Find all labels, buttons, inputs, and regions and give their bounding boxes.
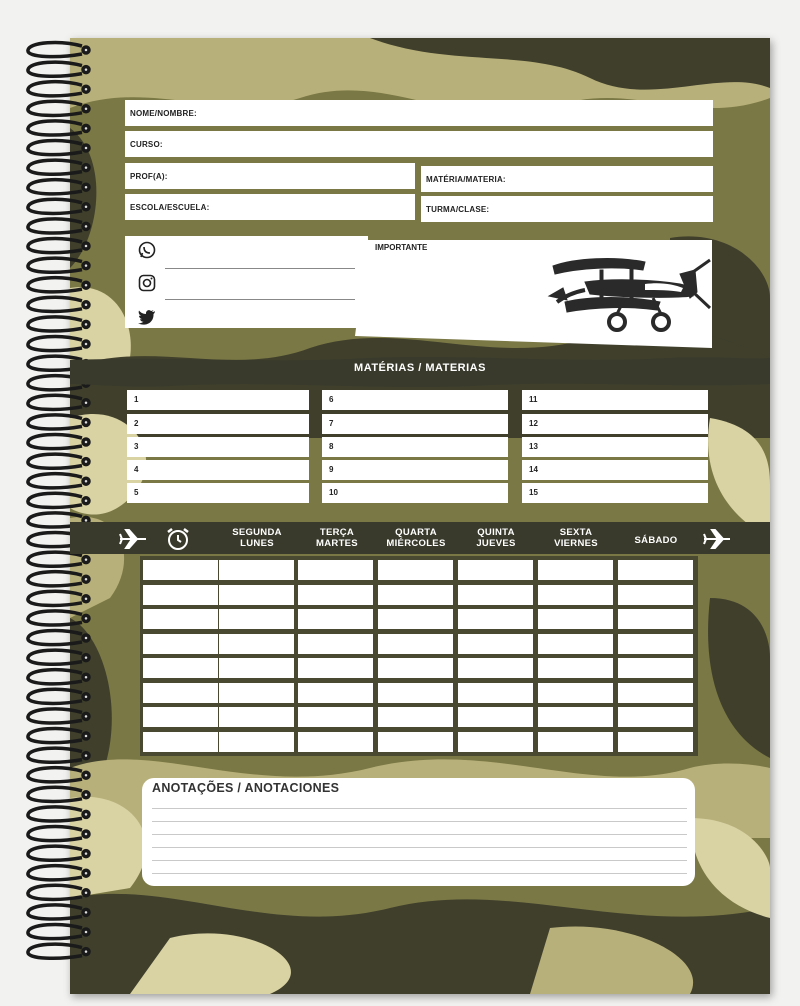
spiral-coil	[28, 454, 82, 468]
day-name-es: VIERNES	[554, 538, 598, 549]
subject-number: 10	[329, 488, 338, 497]
day-header	[217, 527, 297, 549]
alarm-clock-icon	[165, 526, 191, 552]
biplane-icon	[545, 252, 715, 350]
time-cell[interactable]	[143, 560, 218, 580]
schedule-cell[interactable]	[618, 634, 693, 654]
subject-row[interactable]	[322, 390, 508, 410]
day-name-pt: QUARTA	[395, 527, 437, 538]
subject-number: 14	[529, 465, 538, 474]
schedule-cell[interactable]	[618, 683, 693, 703]
spiral-coil	[28, 768, 82, 782]
spiral-binding	[20, 40, 100, 980]
notes-line	[152, 873, 687, 874]
binding-hole	[83, 929, 89, 935]
subject-field[interactable]	[421, 166, 713, 192]
schedule-cell[interactable]	[378, 732, 453, 752]
subject-row[interactable]	[522, 414, 708, 434]
spiral-coil	[28, 905, 82, 919]
spiral-coil	[28, 925, 82, 939]
schedule-cell[interactable]	[378, 683, 453, 703]
whatsapp-icon	[137, 240, 157, 260]
binding-hole	[83, 733, 89, 739]
binding-hole	[83, 67, 89, 73]
schedule-cell[interactable]	[538, 732, 613, 752]
binding-hole	[83, 321, 89, 327]
day-name-es: MARTES	[316, 538, 358, 549]
schedule-cell[interactable]	[538, 658, 613, 678]
school-label: ESCOLA/ESCUELA:	[130, 203, 210, 212]
spiral-coil	[28, 631, 82, 645]
spiral-coil	[28, 337, 82, 351]
schedule-cell[interactable]	[298, 585, 373, 605]
subject-number: 1	[134, 395, 139, 404]
binding-hole	[83, 596, 89, 602]
contact-line	[165, 299, 355, 300]
spiral-coil	[28, 219, 82, 233]
schedule-cell[interactable]	[298, 732, 373, 752]
binding-hole	[83, 949, 89, 955]
time-cell[interactable]	[143, 683, 218, 703]
spiral-coil	[28, 317, 82, 331]
instagram-icon	[137, 273, 157, 293]
day-name-pt: SEGUNDA	[232, 527, 282, 538]
spiral-coil	[28, 474, 82, 488]
spiral-coil	[28, 297, 82, 311]
day-header	[297, 527, 377, 549]
binding-hole	[83, 772, 89, 778]
spiral-coil	[28, 62, 82, 76]
schedule-cell[interactable]	[538, 585, 613, 605]
day-header	[456, 527, 536, 549]
binding-hole	[83, 478, 89, 484]
subject-number: 12	[529, 419, 538, 428]
binding-hole	[83, 106, 89, 112]
schedule-cell[interactable]	[618, 560, 693, 580]
spiral-coil	[28, 670, 82, 684]
binding-hole	[83, 439, 89, 445]
airplane-left-icon	[118, 528, 148, 550]
binding-hole	[83, 870, 89, 876]
subject-row[interactable]	[322, 460, 508, 480]
spiral-coil	[28, 121, 82, 135]
course-label: CURSO:	[130, 140, 163, 149]
spiral-coil	[28, 787, 82, 801]
subject-row[interactable]	[322, 483, 508, 503]
spiral-coil	[28, 944, 82, 958]
spiral-coil	[28, 748, 82, 762]
spiral-coil	[28, 866, 82, 880]
schedule-cell[interactable]	[618, 609, 693, 629]
spiral-coil	[28, 729, 82, 743]
schedule-cell[interactable]	[219, 609, 294, 629]
time-cell[interactable]	[143, 609, 218, 629]
schedule-cell[interactable]	[378, 585, 453, 605]
binding-hole	[83, 204, 89, 210]
subject-number: 13	[529, 442, 538, 451]
binding-hole	[83, 694, 89, 700]
day-header	[376, 527, 456, 549]
spiral-coil	[28, 395, 82, 409]
class-label: TURMA/CLASE:	[426, 205, 490, 214]
binding-hole	[83, 419, 89, 425]
schedule-cell[interactable]	[458, 609, 533, 629]
schedule-cell[interactable]	[458, 560, 533, 580]
schedule-cell[interactable]	[378, 707, 453, 727]
binding-hole	[83, 655, 89, 661]
binding-hole	[83, 341, 89, 347]
notes-line	[152, 821, 687, 822]
subject-row[interactable]	[127, 437, 309, 457]
important-label: IMPORTANTE	[375, 243, 428, 252]
schedule-cell[interactable]	[618, 585, 693, 605]
subject-row[interactable]	[322, 437, 508, 457]
schedule-cell[interactable]	[219, 707, 294, 727]
course-field[interactable]	[125, 131, 713, 157]
schedule-cell[interactable]	[378, 609, 453, 629]
schedule-cell[interactable]	[298, 683, 373, 703]
binding-hole	[83, 263, 89, 269]
day-name-pt: TERÇA	[319, 527, 355, 538]
schedule-cell[interactable]	[298, 609, 373, 629]
day-name-es: JUEVES	[476, 538, 516, 549]
subject-number: 3	[134, 442, 139, 451]
notes-title: ANOTAÇÕES / ANOTACIONES	[152, 781, 340, 795]
binding-hole	[83, 498, 89, 504]
spiral-coil	[28, 160, 82, 174]
binding-hole	[83, 909, 89, 915]
spiral-coil	[28, 101, 82, 115]
binding-hole	[83, 792, 89, 798]
subject-row[interactable]	[322, 414, 508, 434]
notes-line	[152, 847, 687, 848]
schedule-cell[interactable]	[458, 585, 533, 605]
subject-number: 15	[529, 488, 538, 497]
schedule-cell[interactable]	[618, 732, 693, 752]
notes-line	[152, 860, 687, 861]
spiral-coil	[28, 258, 82, 272]
twitter-icon	[138, 309, 156, 325]
day-name-es: LUNES	[240, 538, 274, 549]
spiral-coil	[28, 435, 82, 449]
contact-line	[165, 268, 355, 269]
binding-hole	[83, 831, 89, 837]
spiral-coil	[28, 415, 82, 429]
schedule-cell[interactable]	[219, 585, 294, 605]
schedule-cell[interactable]	[458, 683, 533, 703]
subject-number: 8	[329, 442, 334, 451]
binding-hole	[83, 165, 89, 171]
schedule-cell[interactable]	[219, 683, 294, 703]
time-cell[interactable]	[143, 585, 218, 605]
binding-hole	[83, 145, 89, 151]
binding-hole	[83, 811, 89, 817]
schedule-cell[interactable]	[219, 560, 294, 580]
spiral-coil	[28, 689, 82, 703]
subjects-title: MATÉRIAS / MATERIAS	[354, 362, 486, 374]
day-name-pt: SÁBADO	[634, 535, 678, 546]
binding-hole	[83, 890, 89, 896]
binding-hole	[83, 86, 89, 92]
schedule-cell[interactable]	[458, 732, 533, 752]
spiral-coil	[28, 709, 82, 723]
subject-row[interactable]	[522, 390, 708, 410]
schedule-cell[interactable]	[219, 634, 294, 654]
binding-hole	[83, 753, 89, 759]
binding-hole	[83, 223, 89, 229]
time-cell[interactable]	[143, 732, 218, 752]
spiral-coil	[28, 180, 82, 194]
binding-hole	[83, 615, 89, 621]
subject-number: 5	[134, 488, 139, 497]
day-name-pt: SEXTA	[559, 527, 593, 538]
notes-line	[152, 808, 687, 809]
day-name-es: MIÉRCOLES	[386, 538, 446, 549]
notes-line	[152, 834, 687, 835]
subject-row[interactable]	[522, 437, 708, 457]
schedule-cell[interactable]	[298, 560, 373, 580]
spiral-coil	[28, 846, 82, 860]
spiral-coil	[28, 493, 82, 507]
contacts-box	[125, 236, 368, 328]
schedule-cell[interactable]	[538, 707, 613, 727]
spiral-coil	[28, 141, 82, 155]
binding-hole	[83, 282, 89, 288]
day-name-pt: QUINTA	[477, 527, 515, 538]
subject-number: 9	[329, 465, 334, 474]
teacher-field[interactable]	[125, 163, 415, 189]
subject-row[interactable]	[522, 460, 708, 480]
airplane-right-icon	[702, 528, 732, 550]
time-cell[interactable]	[143, 634, 218, 654]
class-field[interactable]	[421, 196, 713, 222]
schedule-cell[interactable]	[378, 634, 453, 654]
time-cell[interactable]	[143, 707, 218, 727]
binding-hole	[83, 674, 89, 680]
schedule-cell[interactable]	[458, 634, 533, 654]
subject-row[interactable]	[522, 483, 708, 503]
subject-number: 7	[329, 419, 334, 428]
binding-hole	[83, 125, 89, 131]
spiral-coil	[28, 650, 82, 664]
subject-number: 2	[134, 419, 139, 428]
schedule-cell[interactable]	[458, 658, 533, 678]
name-field[interactable]	[125, 100, 713, 126]
binding-hole	[83, 576, 89, 582]
schedule-cell[interactable]	[378, 560, 453, 580]
subject-number: 6	[329, 395, 334, 404]
schedule-cell[interactable]	[378, 658, 453, 678]
subject-row[interactable]	[127, 460, 309, 480]
binding-hole	[83, 713, 89, 719]
schedule-cell[interactable]	[538, 634, 613, 654]
spiral-coil	[28, 827, 82, 841]
name-label: NOME/NOMBRE:	[130, 109, 197, 118]
time-cell[interactable]	[143, 658, 218, 678]
subject-number: 11	[529, 395, 538, 404]
schedule-cell[interactable]	[618, 658, 693, 678]
schedule-cell[interactable]	[538, 560, 613, 580]
subject-row[interactable]	[127, 483, 309, 503]
spiral-coil	[28, 199, 82, 213]
binding-hole	[83, 851, 89, 857]
binding-hole	[83, 302, 89, 308]
schedule-cell[interactable]	[618, 707, 693, 727]
binding-hole	[83, 184, 89, 190]
subject-row[interactable]	[127, 390, 309, 410]
day-header	[536, 527, 616, 549]
schedule-cell[interactable]	[538, 683, 613, 703]
binding-hole	[83, 400, 89, 406]
spiral-coil	[28, 572, 82, 586]
binding-hole	[83, 635, 89, 641]
schedule-cell[interactable]	[298, 707, 373, 727]
schedule-cell[interactable]	[219, 658, 294, 678]
schedule-cell[interactable]	[219, 732, 294, 752]
schedule-cell[interactable]	[298, 634, 373, 654]
teacher-label: PROF(A):	[130, 172, 168, 181]
schedule-cell[interactable]	[538, 609, 613, 629]
spiral-coil	[28, 43, 82, 57]
school-field[interactable]	[125, 194, 415, 220]
binding-hole	[83, 459, 89, 465]
subject-number: 4	[134, 465, 139, 474]
spiral-coil	[28, 591, 82, 605]
spiral-coil	[28, 611, 82, 625]
schedule-cell[interactable]	[458, 707, 533, 727]
day-header	[616, 535, 696, 546]
spiral-coil	[28, 82, 82, 96]
subject-row[interactable]	[127, 414, 309, 434]
spiral-coil	[28, 278, 82, 292]
spiral-coil	[28, 885, 82, 899]
subject-label: MATÉRIA/MATERIA:	[426, 175, 506, 184]
binding-hole	[83, 47, 89, 53]
binding-hole	[83, 243, 89, 249]
spiral-coil	[28, 239, 82, 253]
spiral-coil	[28, 807, 82, 821]
schedule-cell[interactable]	[298, 658, 373, 678]
